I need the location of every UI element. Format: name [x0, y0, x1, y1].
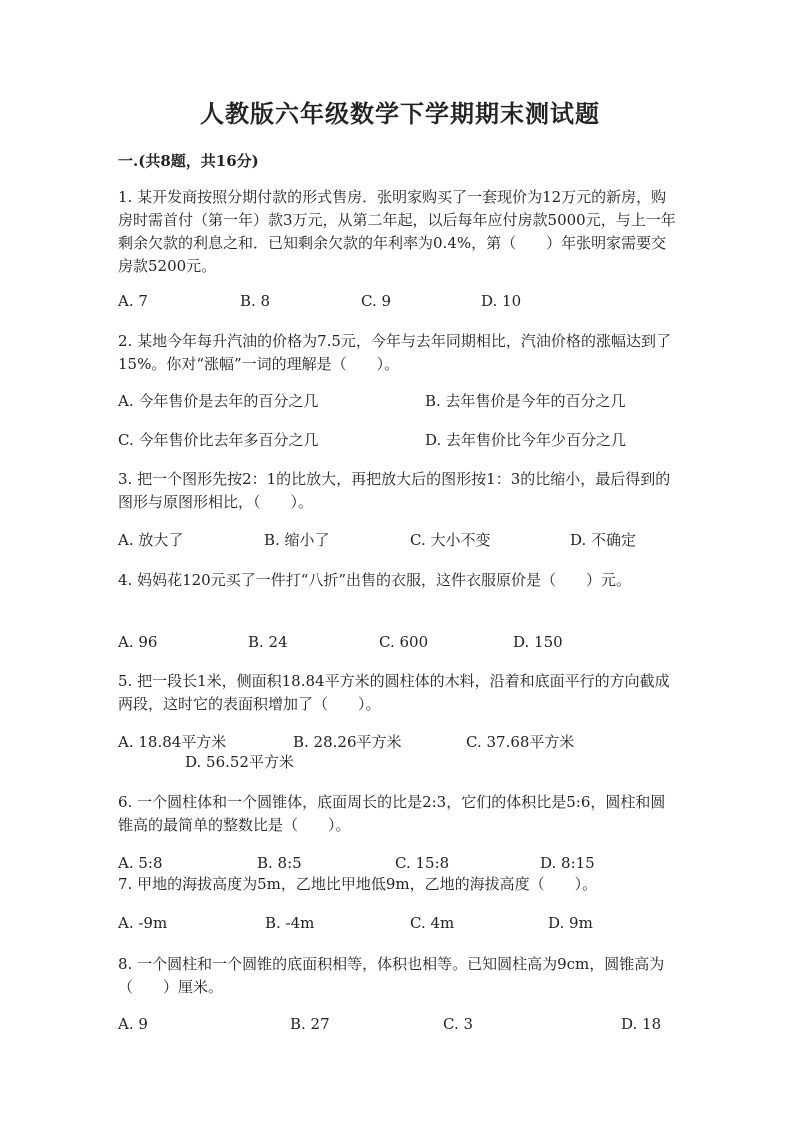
option-b: B. 8	[240, 292, 271, 310]
option-a: A. 7	[118, 292, 148, 310]
question-text: 2. 某地今年每升汽油的价格为7.5元，今年与去年同期相比，汽油价格的涨幅达到了15%。你对“涨幅”一词的理解是（ ）。	[118, 332, 671, 373]
option-a: A. 18.84平方米	[118, 733, 227, 751]
question-text: 6. 一个圆柱体和一个圆锥体，底面周长的比是2:3，它们的体积比是5:6，圆柱和圆锥高的最简单的整数比是（ ）。	[118, 793, 666, 834]
option-a: A. 放大了	[118, 531, 184, 549]
option-a: A. -9m	[118, 914, 168, 932]
question-text: 8. 一个圆柱和一个圆锥的底面积相等，体积也相等。已知圆柱高为9cm，圆锥高为（ ）厘米。	[118, 955, 665, 996]
option-c: C. 今年售价比去年多百分之几	[118, 431, 319, 449]
option-d: D. 10	[481, 292, 522, 310]
option-b: B. 去年售价是今年的百分之几	[425, 392, 626, 410]
question-text: 4. 妈妈花120元买了一件打“八折”出售的衣服，这件衣服原价是（ ）元。	[118, 571, 632, 589]
option-d: D. 56.52平方米	[185, 753, 294, 771]
option-d: D. 去年售价比今年少百分之几	[425, 431, 627, 449]
option-b: B. 24	[248, 633, 288, 651]
option-b: B. 缩小了	[264, 531, 330, 549]
section-heading: 一.(共8题，共16分)	[118, 152, 259, 170]
option-b: B. -4m	[265, 914, 315, 932]
page-title: 人教版六年级数学下学期期末测试题	[200, 99, 600, 128]
option-d: D. 8:15	[540, 854, 595, 872]
option-a: A. 9	[118, 1015, 148, 1033]
option-d: D. 150	[513, 633, 563, 651]
option-c: C. 4m	[410, 914, 455, 932]
option-a: A. 今年售价是去年的百分之几	[118, 392, 319, 410]
question-text: 3. 把一个图形先按2：1的比放大，再把放大后的图形按1：3的比缩小，最后得到的图形与原图形相比，（ ）。	[118, 470, 671, 511]
option-d: D. 18	[621, 1015, 662, 1033]
option-c: C. 600	[379, 633, 429, 651]
question-text: 1. 某开发商按照分期付款的形式售房．张明家购买了一套现价为12万元的新房，购房时需首付（第一年）款3万元，从第二年起，以后每年应付房款5000元，与上一年剩余欠款的利息之和．已知剩余欠款的年利率为0.4%，第（ ）年张明家需要交房款5200元。	[118, 188, 676, 275]
option-c: C. 9	[361, 292, 392, 310]
option-c: C. 15:8	[395, 854, 450, 872]
option-a: A. 5:8	[118, 854, 163, 872]
option-c: C. 37.68平方米	[466, 733, 575, 751]
option-c: C. 3	[443, 1015, 474, 1033]
question-text: 7. 甲地的海拔高度为5m，乙地比甲地低9m，乙地的海拔高度（ ）。	[118, 875, 598, 893]
option-b: B. 8:5	[257, 854, 302, 872]
option-a: A. 96	[118, 633, 158, 651]
option-b: B. 27	[290, 1015, 330, 1033]
question-text: 5. 把一段长1米，侧面积18.84平方米的圆柱体的木料，沿着和底面平行的方向截成两段，这时它的表面积增加了（ ）。	[118, 672, 670, 713]
option-c: C. 大小不变	[410, 531, 491, 549]
option-d: D. 不确定	[570, 531, 637, 549]
option-b: B. 28.26平方米	[293, 733, 402, 751]
option-d: D. 9m	[548, 914, 593, 932]
